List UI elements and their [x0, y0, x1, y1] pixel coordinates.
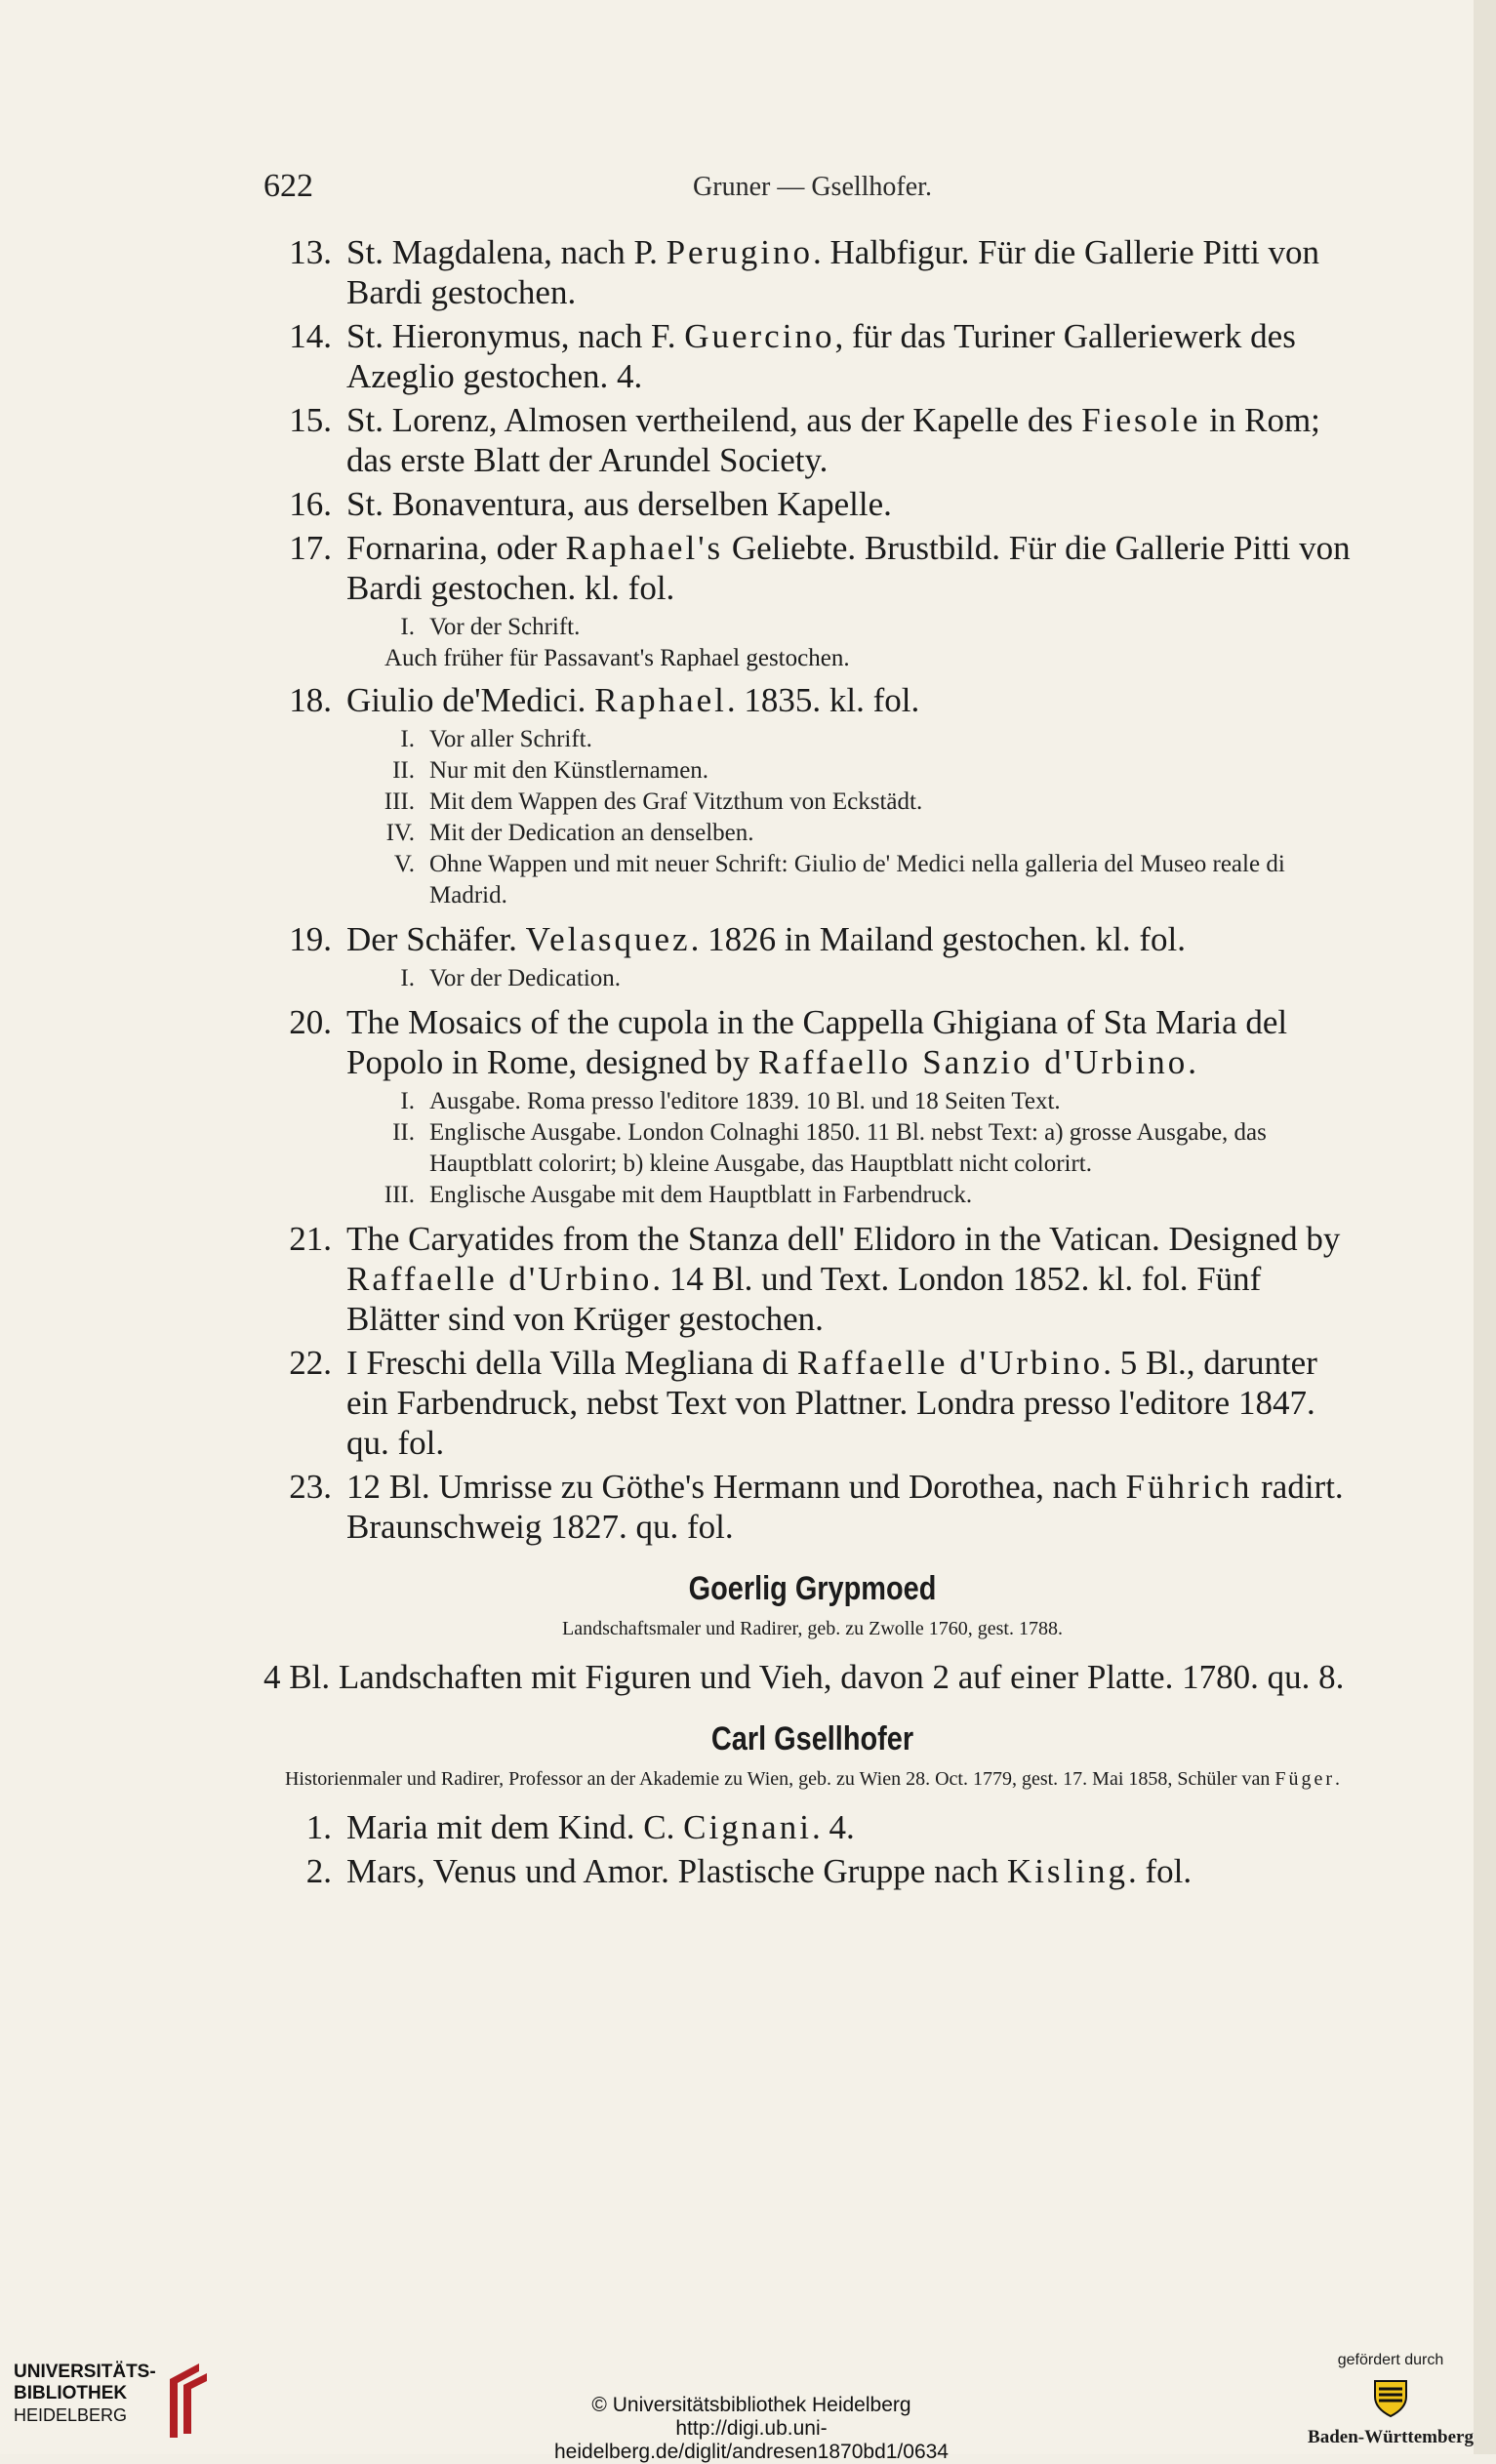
entry-20-subs — [263, 1086, 1361, 1211]
entry-23: 23. 12 Bl. Umrisse zu Göthe's Hermann und Dorothea, nach Führich radirt. Braunschweig 1827. qu. fol. — [289, 1468, 1344, 1546]
entry-17: 17. Fornarina, oder Raphael's Geliebte. Brustbild. Für die Gallerie Pitti von Bardi gestochen. kl. fol. — [289, 529, 1351, 607]
sub-item: V. Ohne Wappen und mit neuer Schrift: Giulio de' Medici nella galleria del Museo reale di Madrid. — [393, 851, 1285, 909]
funded-by-label: gefördert durch — [1337, 2352, 1444, 2368]
sub-item: I. Ausgabe. Roma presso l'editore 1839. 10 Bl. und 18 Seiten Text. — [400, 1088, 1061, 1114]
sub-item: I. Vor der Dedication. — [400, 965, 622, 991]
page-edge — [1474, 0, 1496, 2454]
library-name-line: HEIDELBERG — [14, 2405, 128, 2425]
copyright-text: © Universitätsbibliothek Heidelberg — [591, 2394, 911, 2416]
running-title: Gruner — Gsellhofer. — [693, 172, 932, 202]
entry-16: 16. St. Bonaventura, aus derselben Kapelle. — [289, 485, 892, 523]
page-number: 622 — [263, 168, 313, 204]
funder-name: Baden-Württemberg — [1308, 2427, 1474, 2447]
artist-work-1: 1. Maria mit dem Kind. C. Cignani. 4. — [305, 1808, 855, 1846]
artist-bio: Historienmaler und Radirer, Professor an der Akademie zu Wien, geb. zu Wien 28. Oct. 1779, gest. 17. Mai 1858, Schüler van Füger. — [284, 1768, 1341, 1790]
coat-of-arms-icon — [1369, 2375, 1412, 2418]
funder-block — [1308, 2352, 1474, 2448]
entry-15: 15. St. Lorenz, Almosen vertheilend, aus der Kapelle des Fiesole in Rom; das erste Blatt der Arundel Society. — [289, 401, 1320, 479]
entry-note: Auch früher für Passavant's Raphael gestochen. — [384, 645, 850, 671]
sub-item: III. Englische Ausgabe mit dem Hauptblatt in Farbendruck. — [384, 1182, 973, 1208]
page-content — [263, 232, 1361, 1895]
permalink-url[interactable]: http://digi.ub.uni-heidelberg.de/diglit/andresen1870bd1/0634 — [553, 2417, 949, 2463]
sub-item: II. Englische Ausgabe. London Colnaghi 1850. 11 Bl. nebst Text: a) grosse Ausgabe, das Hauptblatt colorirt; b) kleine Ausgabe, das Hauptblatt nicht colorirt. — [392, 1119, 1267, 1177]
library-name-line: UNIVERSITÄTS- — [14, 2362, 156, 2382]
sub-item: I. Vor der Schrift. — [400, 614, 581, 640]
artist-heading: Carl Gsellhofer — [710, 1720, 914, 1757]
sub-item: I. Vor aller Schrift. — [400, 726, 592, 752]
entry-14: 14. St. Hieronymus, nach F. Guercino, für das Turiner Galleriewerk des Azeglio gestochen. 4. — [289, 317, 1296, 395]
library-logo-icon — [160, 2362, 214, 2442]
entry-18: 18. Giulio de'Medici. Raphael. 1835. kl. fol. — [289, 681, 920, 719]
entry-13: 13. St. Magdalena, nach P. Perugino. Halbfigur. Für die Gallerie Pitti von Bardi gestochen. — [289, 233, 1320, 311]
running-head — [263, 168, 1361, 217]
sub-item: III. Mit dem Wappen des Graf Vitzthum von Eckstädt. — [384, 788, 923, 815]
artist-bio: Landschaftsmaler und Radirer, geb. zu Zwolle 1760, gest. 1788. — [562, 1618, 1063, 1639]
entry-20: 20. The Mosaics of the cupola in the Cappella Ghigiana of Sta Maria del Popolo in Rome, designed by Raffaello Sanzio d'Urbino. — [289, 1003, 1288, 1081]
entry-21: 21. The Caryatides from the Stanza dell' Elidoro in the Vatican. Designed by Raffaelle d'Urbino. 14 Bl. und Text. London 1852. kl. fol. Fünf Blätter sind von Krüger gestochen. — [289, 1220, 1341, 1338]
artist-work-2: 2. Mars, Venus und Amor. Plastische Gruppe nach Kisling. fol. — [305, 1852, 1193, 1890]
sub-item: II. Nur mit den Künstlernamen. — [392, 757, 709, 784]
footer-copyright — [507, 2394, 995, 2464]
library-logo[interactable] — [14, 2362, 219, 2449]
entry-19: 19. Der Schäfer. Velasquez. 1826 in Mailand gestochen. kl. fol. — [289, 920, 1186, 958]
artist-heading: Goerlig Grypmoed — [688, 1570, 937, 1607]
sub-item: IV. Mit der Dedication an denselben. — [385, 820, 754, 846]
artist-work: 4 Bl. Landschaften mit Figuren und Vieh, davon 2 auf einer Platte. 1780. qu. 8. — [263, 1658, 1345, 1696]
entry-22: 22. I Freschi della Villa Megliana di Raffaelle d'Urbino. 5 Bl., darunter ein Farbendruck, nebst Text von Plattner. Londra presso l'editore 1847. qu. fol. — [289, 1344, 1317, 1462]
library-name-line: BIBLIOTHEK — [14, 2383, 128, 2403]
entry-17-sub — [263, 612, 1361, 674]
entry-18-subs — [263, 724, 1361, 911]
